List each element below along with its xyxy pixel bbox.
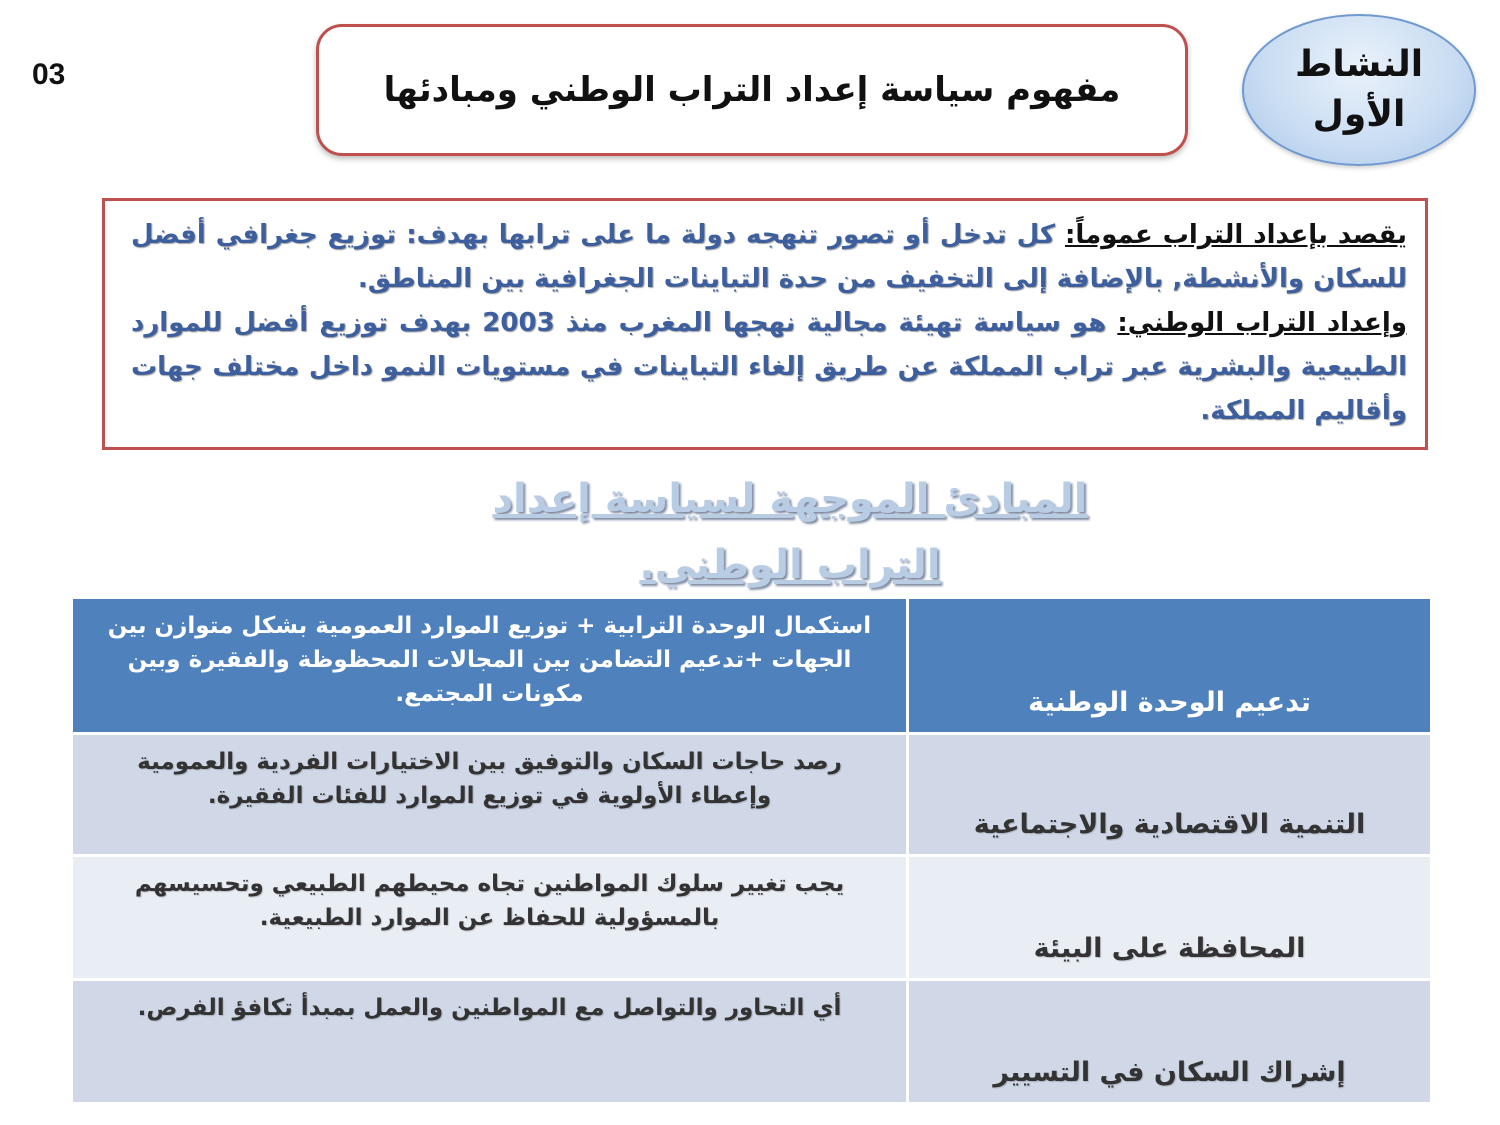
principle-name: إشراك السكان في التسيير	[908, 980, 1432, 1104]
activity-label: النشاط الأول	[1294, 44, 1424, 135]
principles-heading: المبادئ الموجهة لسياسة إعداد التراب الوطني.	[492, 476, 1088, 588]
table-row	[72, 598, 1432, 734]
principle-description: أي التحاور والتواصل مع المواطنين والعمل بمبدأ تكافؤ الفرص.	[72, 980, 908, 1104]
table-row	[72, 980, 1432, 1104]
principle-description: يجب تغيير سلوك المواطنين تجاه محيطهم الطبيعي وتحسيسهم بالمسؤولية للحفاظ عن الموارد الطبيعية.	[72, 856, 908, 980]
activity-badge	[1242, 14, 1476, 166]
page-number: 03	[32, 58, 66, 91]
definition-term: وإعداد التراب الوطني:	[1117, 308, 1407, 338]
principle-description: رصد حاجات السكان والتوفيق بين الاختيارات الفردية والعمومية وإعطاء الأولوية في توزيع الموارد للفئات الفقيرة.	[72, 734, 908, 856]
page-title: مفهوم سياسة إعداد التراب الوطني ومبادئها	[383, 70, 1121, 110]
definition-general	[131, 213, 1407, 301]
table-row	[72, 856, 1432, 980]
principle-name: المحافظة على البيئة	[908, 856, 1432, 980]
principle-name: تدعيم الوحدة الوطنية	[908, 598, 1432, 734]
title-box	[316, 24, 1188, 156]
definition-text: هو سياسة تهيئة مجالية نهجها المغرب منذ 2003 بهدف توزيع أفضل للموارد الطبيعية والبشرية عبر تراب المملكة عن طريق إلغاء التباينات في مستويات النمو داخل مختلف جهات وأقاليم المملكة.	[131, 308, 1407, 426]
definition-text: كل تدخل أو تصور تنهجه دولة ما على ترابها بهدف: توزيع جغرافي أفضل للسكان والأنشطة, بالإضافة إلى التخفيف من حدة التباينات الجغرافية بين المناطق.	[131, 220, 1407, 294]
table-row	[72, 734, 1432, 856]
principle-name: التنمية الاقتصادية والاجتماعية	[908, 734, 1432, 856]
definition-term: يقصد بإعداد التراب عموماً:	[1064, 220, 1407, 250]
principle-description: استكمال الوحدة الترابية + توزيع الموارد العمومية بشكل متوازن بين الجهات +تدعيم التضامن بين المجالات المحظوظة والفقيرة وبين مكونات المجتمع.	[72, 598, 908, 734]
definitions-box	[102, 198, 1428, 450]
principles-table	[70, 596, 1433, 1105]
definition-national	[131, 301, 1407, 433]
